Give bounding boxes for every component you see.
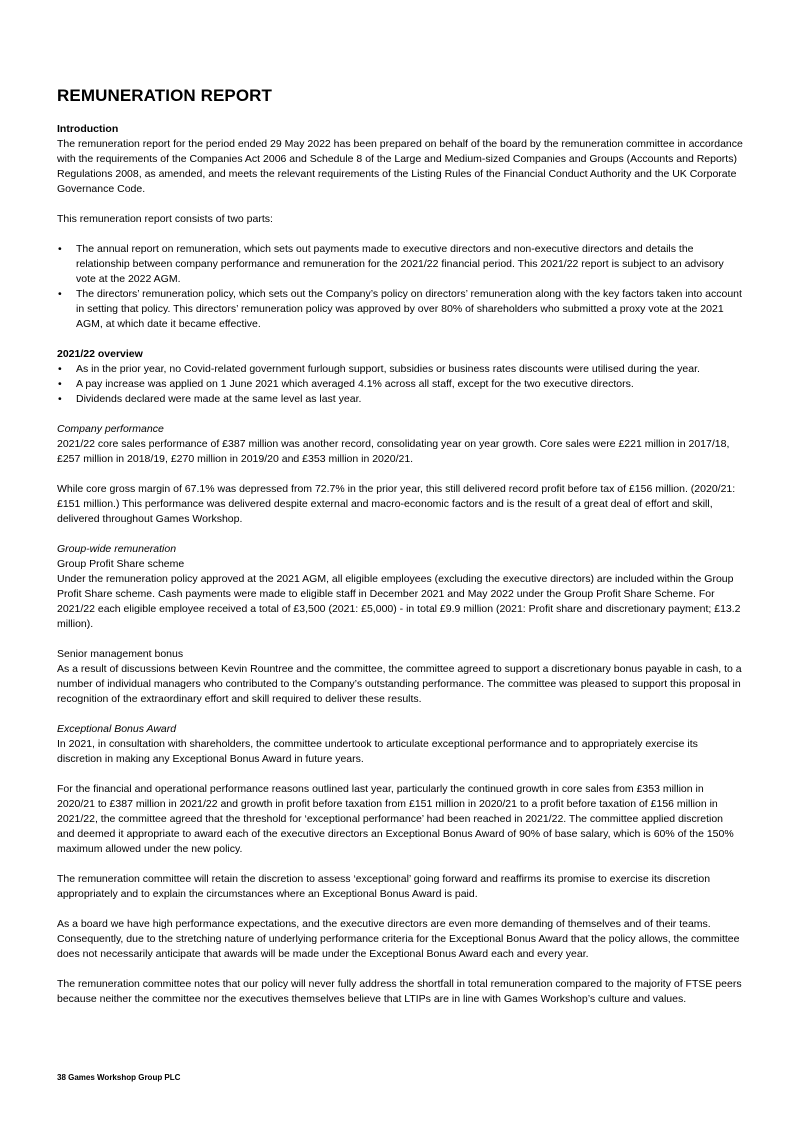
list-item: • The directors’ remuneration policy, which sets out the Company’s policy on directors’ remuneration along with the key factors taken into account in setting that policy. This directors’ remuneration policy was approved by over 80% of shareholders who submitted a proxy vote at the 2021 AGM, at which date it became effective. <box>57 287 743 332</box>
page-footer: 38 Games Workshop Group PLC <box>57 1073 181 1082</box>
report-body <box>57 122 743 1022</box>
profit-share-paragraph: Under the remuneration policy approved at the 2021 AGM, all eligible employees (excluding the executive directors) are included within the Group Profit Share scheme. Cash payments were made to eligible staff in December 2021 and May 2022 under the Group Profit Share Scheme. For 2021/22 each eligible employee received a total of £3,500 (2021: £5,000) - in total £9.9 million (2021: Profit share and discretionary payment; £13.2 million). <box>57 573 741 630</box>
introduction-heading: Introduction <box>57 123 119 135</box>
overview-list <box>57 362 743 407</box>
exceptional-paragraph-3: The remuneration committee will retain the discretion to assess ‘exceptional’ going forward and reaffirms its promise to exercise its discretion appropriately and to explain the circumstances where an Exceptional Bonus Award is paid. <box>57 873 711 900</box>
page-title: REMUNERATION REPORT <box>57 86 273 105</box>
exceptional-bonus-heading: Exceptional Bonus Award <box>57 723 177 735</box>
senior-bonus-subheading: Senior management bonus <box>57 648 184 660</box>
profit-share-subheading: Group Profit Share scheme <box>57 558 185 570</box>
list-item: • The annual report on remuneration, which sets out payments made to executive directors and non-executive directors and details the relationship between company performance and remuneration for the 2021/22 financial period. This 2021/22 report is subject to an advisory vote at the 2022 AGM. <box>57 242 743 287</box>
exceptional-paragraph-1: In 2021, in consultation with shareholders, the committee undertook to articulate exceptional performance and to appropriately exercise its discretion in making any Exceptional Bonus Award in future years. <box>57 738 698 765</box>
list-item: • As in the prior year, no Covid-related government furlough support, subsidies or business rates discounts were utilised during the year. <box>57 362 743 377</box>
core-sales-paragraph: 2021/22 core sales performance of £387 million was another record, consolidating year on year growth. Core sales were £221 million in 2017/18, £257 million in 2018/19, £270 million in 2019/20 and £353 million in 2020/21. <box>57 438 730 465</box>
exceptional-paragraph-4: As a board we have high performance expectations, and the executive directors are even more demanding of themselves and of their teams. Consequently, due to the stretching nature of underlying performance criteria for the Exceptional Bonus Award that the policy allows, the committee does not necessarily anticipate that awards will be made under the Exceptional Bonus Award each and every year. <box>57 918 740 960</box>
company-performance-heading: Company performance <box>57 423 164 435</box>
parts-paragraph: This remuneration report consists of two parts: <box>57 213 273 225</box>
parts-list <box>57 242 743 332</box>
list-item: • A pay increase was applied on 1 June 2021 which averaged 4.1% across all staff, except for the two executive directors. <box>57 377 743 392</box>
group-remuneration-heading: Group-wide remuneration <box>57 543 177 555</box>
list-item: • Dividends declared were made at the same level as last year. <box>57 392 743 407</box>
gross-margin-paragraph: While core gross margin of 67.1% was depressed from 72.7% in the prior year, this still delivered record profit before tax of £156 million. (2020/21: £151 million.) This performance was delivered despite external and macro-economic factors and is the result of a great deal of effort and skill, delivered throughout Games Workshop. <box>57 483 736 525</box>
overview-heading: 2021/22 overview <box>57 348 143 360</box>
exceptional-paragraph-5: The remuneration committee notes that our policy will never fully address the shortfall in total remuneration compared to the majority of FTSE peers because neither the committee nor the executives themselves believe that LTIPs are in line with Games Workshop’s culture and values. <box>57 978 742 1005</box>
senior-bonus-paragraph: As a result of discussions between Kevin Rountree and the committee, the committee agreed to support a discretionary bonus payable in cash, to a number of individual managers who contributed to the Company’s outstanding performance. The committee was pleased to support this proposal in recognition of the extraordinary effort and skill required to deliver these results. <box>57 663 742 705</box>
introduction-paragraph: The remuneration report for the period ended 29 May 2022 has been prepared on behalf of the board by the remuneration committee in accordance with the requirements of the Companies Act 2006 and Schedule 8 of the Large and Medium-sized Companies and Groups (Accounts and Reports) Regulations 2008, as amended, and meets the relevant requirements of the Listing Rules of the Financial Conduct Authority and the UK Corporate Governance Code. <box>57 138 743 195</box>
exceptional-paragraph-2: For the financial and operational performance reasons outlined last year, particularly the continued growth in core sales from £353 million in 2020/21 to £387 million in 2021/22 and growth in profit before taxation from £151 million in 2020/21 to a profit before taxation of £156 million in 2021/22, the committee agreed that the threshold for ‘exceptional performance’ had been reached in 2021/22. The committee applied discretion and deemed it appropriate to award each of the executive directors an Exceptional Bonus Award of 90% of base salary, which is 60% of the 150% maximum allowed under the new policy. <box>57 783 734 855</box>
